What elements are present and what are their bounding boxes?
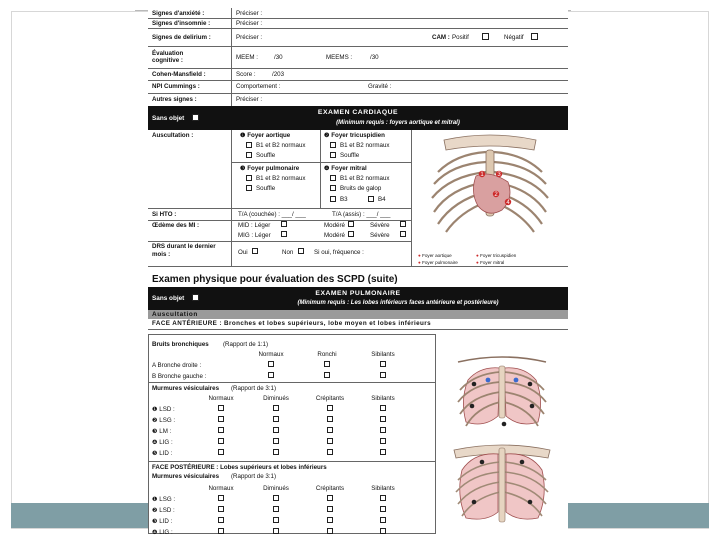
lobe-ant-5-crepitants-checkbox[interactable]: [327, 449, 333, 455]
row-npi: [148, 80, 568, 94]
mig-modere-label: Modéré: [324, 232, 345, 239]
foyer-aortique-label: ❶ Foyer aortique: [240, 132, 291, 139]
section-title: Examen physique pour évaluation des SCPD (suite): [152, 274, 398, 285]
cardiac-thorax-illustration: [416, 132, 564, 252]
foyer-mitral-label: ❹ Foyer mitral: [324, 165, 367, 172]
murm-col-diminues: Diminués: [263, 395, 289, 402]
lobe-post-4-diminues-checkbox[interactable]: [273, 528, 279, 534]
bronche-droite-ronchi-checkbox[interactable]: [324, 361, 330, 367]
npi-gravite: Gravité :: [368, 83, 392, 90]
bronche-droite-normaux-checkbox[interactable]: [268, 361, 274, 367]
murmures-post-label: Murmures vésiculaires: [152, 473, 220, 480]
lobe-ant-3-crepitants-checkbox[interactable]: [327, 427, 333, 433]
delirium-field[interactable]: Préciser :: [236, 34, 263, 41]
lobe-post-1-diminues-checkbox[interactable]: [273, 495, 279, 501]
lobe-post-3-label: ❸ LID :: [152, 518, 173, 525]
murm-col-normaux: Normaux: [208, 395, 234, 402]
pulmonary-sans-objet-checkbox[interactable]: [192, 294, 199, 301]
mid-modere-checkbox[interactable]: [348, 221, 354, 227]
lobe-ant-1-label: ❶ LSD :: [152, 406, 175, 413]
drs-frequence[interactable]: Si oui, fréquence :: [314, 249, 364, 256]
cardiac-divider-2: [320, 130, 321, 208]
cardiac-bottom-rule: [148, 266, 568, 267]
lobe-post-2-normaux-checkbox[interactable]: [218, 506, 224, 512]
cam-negative-checkbox[interactable]: [531, 33, 538, 40]
lobe-ant-4-label: ❹ LIG :: [152, 439, 173, 446]
pulmonary-table: [148, 334, 436, 534]
lobe-post-3-diminues-checkbox[interactable]: [273, 517, 279, 523]
lobe-post-4-label: ❹ LIG :: [152, 529, 173, 536]
pulmonary-header-bar: [148, 287, 568, 310]
cardiac-title: EXAMEN CARDIAQUE: [317, 109, 399, 116]
autres-field[interactable]: Préciser :: [236, 96, 263, 103]
ta-couchee[interactable]: T/A (couchée) : ___/ ___: [238, 211, 306, 218]
mig-label: MIG : Léger: [238, 232, 271, 239]
aortique-b1b2-label: B1 et B2 normaux: [256, 142, 306, 149]
mid-modere-label: Modéré: [324, 222, 345, 229]
lobe-post-2-crepitants-checkbox[interactable]: [327, 506, 333, 512]
meems-max: /30: [370, 54, 379, 61]
svg-text:2: 2: [494, 192, 498, 198]
svg-text:4: 4: [506, 200, 510, 206]
mid-leger-checkbox[interactable]: [281, 221, 287, 227]
form-page: [148, 8, 568, 540]
cam-label: CAM :: [432, 34, 450, 41]
lobe-ant-2-label: ❷ LSG :: [152, 417, 176, 424]
mitral-b4-label: B4: [378, 196, 386, 203]
lungs-posterior-illustration: [444, 440, 560, 524]
legend-item-pulmonaire: ● Foyer pulmonaire: [418, 260, 458, 265]
murmures-label: Murmures vésiculaires: [152, 385, 220, 392]
lobe-ant-3-sibilants-checkbox[interactable]: [380, 427, 386, 433]
cardiac-sans-objet-label: Sans objet: [152, 115, 185, 122]
lobe-post-2-sibilants-checkbox[interactable]: [380, 506, 386, 512]
legend-item-mitral: ● Foyer mitral: [476, 260, 505, 265]
meems-label: MEEMS :: [326, 54, 353, 61]
rapport-31: (Rapport de 3:1): [231, 385, 277, 392]
murmures-divider: [149, 382, 435, 383]
mitral-b1b2-checkbox[interactable]: [330, 175, 336, 181]
lobe-post-2-label: ❷ LSD :: [152, 507, 175, 514]
rapport-31-post: (Rapport de 3:1): [231, 473, 277, 480]
lobe-post-3-crepitants-checkbox[interactable]: [327, 517, 333, 523]
auscultation-bar: Auscultation: [148, 310, 568, 319]
bronche-droite-label: A Bronche droite :: [152, 362, 202, 369]
lobe-ant-1-sibilants-checkbox[interactable]: [380, 405, 386, 411]
lobe-ant-2-normaux-checkbox[interactable]: [218, 416, 224, 422]
insomnie-label: Signes d'insomnie :: [152, 20, 211, 27]
evaluation-label-1: Évaluation: [152, 50, 184, 57]
lobe-post-2-diminues-checkbox[interactable]: [273, 506, 279, 512]
cardiac-header-bar: [148, 106, 568, 130]
legend-item-aortique: ● Foyer aortique: [418, 253, 452, 258]
tricuspidien-b1b2-label: B1 et B2 normaux: [340, 142, 390, 149]
drs-label-1: DRS durant le dernier: [152, 243, 216, 250]
legend-mitral-text: Foyer mitral: [480, 260, 505, 265]
pulmonaire-b1b2-checkbox[interactable]: [246, 175, 252, 181]
cardiac-subtitle: (Minimum requis : foyers aortique et mitral): [336, 120, 460, 126]
posterieure-divider: [149, 461, 435, 462]
oedeme-label: Œdème des MI :: [152, 222, 200, 229]
lobe-ant-5-diminues-checkbox[interactable]: [273, 449, 279, 455]
lobe-ant-2-diminues-checkbox[interactable]: [273, 416, 279, 422]
mitral-galop-checkbox[interactable]: [330, 185, 336, 191]
cam-positive-checkbox[interactable]: [482, 33, 489, 40]
mitral-b1b2-label: B1 et B2 normaux: [340, 175, 390, 182]
drs-oui-label: Oui: [238, 249, 248, 256]
insomnie-field[interactable]: Préciser :: [236, 20, 263, 27]
pulmonary-sans-objet-label: Sans objet: [152, 295, 185, 302]
npi-label: NPI Cummings :: [152, 83, 200, 90]
post-col-normaux: Normaux: [208, 485, 234, 492]
lobe-ant-4-sibilants-checkbox[interactable]: [380, 438, 386, 444]
lobe-ant-3-label: ❸ LM :: [152, 428, 172, 435]
post-col-sibilants: Sibilants: [371, 485, 395, 492]
bronch-col-normaux: Normaux: [258, 351, 284, 358]
cardiac-hto-divider: [148, 208, 411, 209]
drs-non-label: Non: [282, 249, 294, 256]
lobe-post-4-crepitants-checkbox[interactable]: [327, 528, 333, 534]
row-delirium: [148, 28, 568, 47]
lobe-ant-2-crepitants-checkbox[interactable]: [327, 416, 333, 422]
pulmonary-title: EXAMEN PULMONAIRE: [315, 290, 401, 297]
face-anterieure-line: FACE ANTÉRIEURE : Bronches et lobes supérieurs, lobe moyen et lobes inférieurs: [148, 320, 568, 330]
legend-tricuspidien-text: Foyer tricuspidien: [480, 253, 517, 258]
bruits-bronchiques-label: Bruits bronchiques: [152, 341, 209, 348]
cardiac-drs-divider: [148, 241, 411, 242]
bronche-droite-sibilants-checkbox[interactable]: [380, 361, 386, 367]
bronch-col-sibilants: Sibilants: [371, 351, 395, 358]
foyer-tricuspidien-label: ❷ Foyer tricuspidien: [324, 132, 385, 139]
post-col-crepitants: Crépitants: [315, 485, 345, 492]
mig-modere-checkbox[interactable]: [348, 231, 354, 237]
bronche-gauche-ronchi-checkbox[interactable]: [324, 372, 330, 378]
mitral-b3-checkbox[interactable]: [330, 196, 336, 202]
tricuspidien-souffle-checkbox[interactable]: [330, 152, 336, 158]
svg-text:1: 1: [480, 172, 484, 178]
tricuspidien-b1b2-checkbox[interactable]: [330, 142, 336, 148]
aortique-souffle-checkbox[interactable]: [246, 152, 252, 158]
lobe-ant-5-sibilants-checkbox[interactable]: [380, 449, 386, 455]
mid-severe-checkbox[interactable]: [400, 221, 406, 227]
aortique-souffle-label: Souffle: [256, 152, 276, 159]
lobe-ant-2-sibilants-checkbox[interactable]: [380, 416, 386, 422]
lobe-ant-4-normaux-checkbox[interactable]: [218, 438, 224, 444]
meem-label: MEEM :: [236, 54, 259, 61]
post-col-diminues: Diminués: [263, 485, 289, 492]
cardiac-foyer-divider: [231, 162, 411, 163]
cardiac-divider-1: [231, 130, 232, 266]
bronch-col-ronchi: Ronchi: [317, 351, 337, 358]
mitral-b4-checkbox[interactable]: [368, 196, 374, 202]
lobe-post-3-sibilants-checkbox[interactable]: [380, 517, 386, 523]
cardiac-divider-3: [411, 130, 412, 266]
lobe-ant-4-crepitants-checkbox[interactable]: [327, 438, 333, 444]
murm-col-crepitants: Crépitants: [315, 395, 345, 402]
ta-assis[interactable]: T/A (assis) : ___/ ___: [332, 211, 391, 218]
legend-aortique-text: Foyer aortique: [422, 253, 452, 258]
murm-col-sibilants: Sibilants: [371, 395, 395, 402]
lobe-ant-1-diminues-checkbox[interactable]: [273, 405, 279, 411]
evaluation-label-2: cognitive :: [152, 57, 183, 64]
cam-negative-label: Négatif: [504, 34, 524, 41]
lobe-post-1-crepitants-checkbox[interactable]: [327, 495, 333, 501]
cardiac-oedeme-divider: [148, 220, 411, 221]
auscultation-label: Auscultation :: [152, 132, 194, 139]
pulmonaire-souffle-label: Souffle: [256, 185, 276, 192]
mig-severe-checkbox[interactable]: [400, 231, 406, 237]
anxiete-field[interactable]: Préciser :: [236, 10, 263, 17]
legend-item-tricuspidien: ● Foyer tricuspidien: [476, 253, 517, 258]
rapport-11: (Rapport de 1:1): [223, 341, 269, 348]
lobe-ant-3-diminues-checkbox[interactable]: [273, 427, 279, 433]
mitral-b3-label: B3: [340, 196, 348, 203]
lobe-ant-3-normaux-checkbox[interactable]: [218, 427, 224, 433]
drs-non-checkbox[interactable]: [298, 248, 304, 254]
autres-label: Autres signes :: [152, 96, 197, 103]
mid-severe-label: Sévère: [370, 222, 390, 229]
cam-positive-label: Positif: [452, 34, 469, 41]
tricuspidien-souffle-label: Souffle: [340, 152, 360, 159]
svg-text:3: 3: [497, 172, 501, 178]
lobe-post-4-sibilants-checkbox[interactable]: [380, 528, 386, 534]
drs-oui-checkbox[interactable]: [252, 248, 258, 254]
foyer-pulmonaire-label: ❸ Foyer pulmonaire: [240, 165, 300, 172]
legend-pulmonaire-text: Foyer pulmonaire: [422, 260, 458, 265]
lobe-ant-5-label: ❺ LID :: [152, 450, 173, 457]
lobe-post-1-label: ❶ LSG :: [152, 496, 176, 503]
row-autres: [148, 93, 568, 106]
npi-comportement: Comportement :: [236, 83, 281, 90]
pulmonary-subtitle: (Minimum requis : Les lobes inférieurs faces antérieure et postérieure): [297, 300, 499, 306]
mig-leger-checkbox[interactable]: [281, 231, 287, 237]
bronche-gauche-normaux-checkbox[interactable]: [268, 372, 274, 378]
lobe-post-1-normaux-checkbox[interactable]: [218, 495, 224, 501]
lobe-ant-4-diminues-checkbox[interactable]: [273, 438, 279, 444]
cohen-label: Cohen-Mansfield :: [152, 71, 206, 78]
pulmonaire-b1b2-label: B1 et B2 normaux: [256, 175, 306, 182]
lobe-post-3-normaux-checkbox[interactable]: [218, 517, 224, 523]
lobe-ant-5-normaux-checkbox[interactable]: [218, 449, 224, 455]
lobe-ant-1-crepitants-checkbox[interactable]: [327, 405, 333, 411]
cohen-max: /203: [272, 71, 285, 78]
anxiete-label: Signes d'anxiété :: [152, 10, 205, 17]
si-hto-label: Si HTO :: [152, 211, 177, 218]
mig-severe-label: Sévère: [370, 232, 390, 239]
face-posterieure-label: FACE POSTÉRIEURE : Lobes supérieurs et lobes inférieurs: [152, 464, 327, 471]
drs-label-2: mois :: [152, 251, 171, 258]
pulmonaire-souffle-checkbox[interactable]: [246, 185, 252, 191]
lobe-post-1-sibilants-checkbox[interactable]: [380, 495, 386, 501]
mitral-galop-label: Bruits de galop: [340, 185, 382, 192]
bronche-gauche-label: B Bronche gauche :: [152, 373, 207, 380]
delirium-label: Signes de delirium :: [152, 34, 211, 41]
aortique-b1b2-checkbox[interactable]: [246, 142, 252, 148]
lobe-ant-1-normaux-checkbox[interactable]: [218, 405, 224, 411]
lungs-anterior-illustration: [444, 354, 560, 432]
row-evaluation: [148, 46, 568, 69]
cohen-score-label: Score :: [236, 71, 256, 78]
meem-max: /30: [274, 54, 283, 61]
lobe-post-4-normaux-checkbox[interactable]: [218, 528, 224, 534]
cardiac-sans-objet-checkbox[interactable]: [192, 114, 199, 121]
bronche-gauche-sibilants-checkbox[interactable]: [380, 372, 386, 378]
mid-label: MID : Léger: [238, 222, 271, 229]
